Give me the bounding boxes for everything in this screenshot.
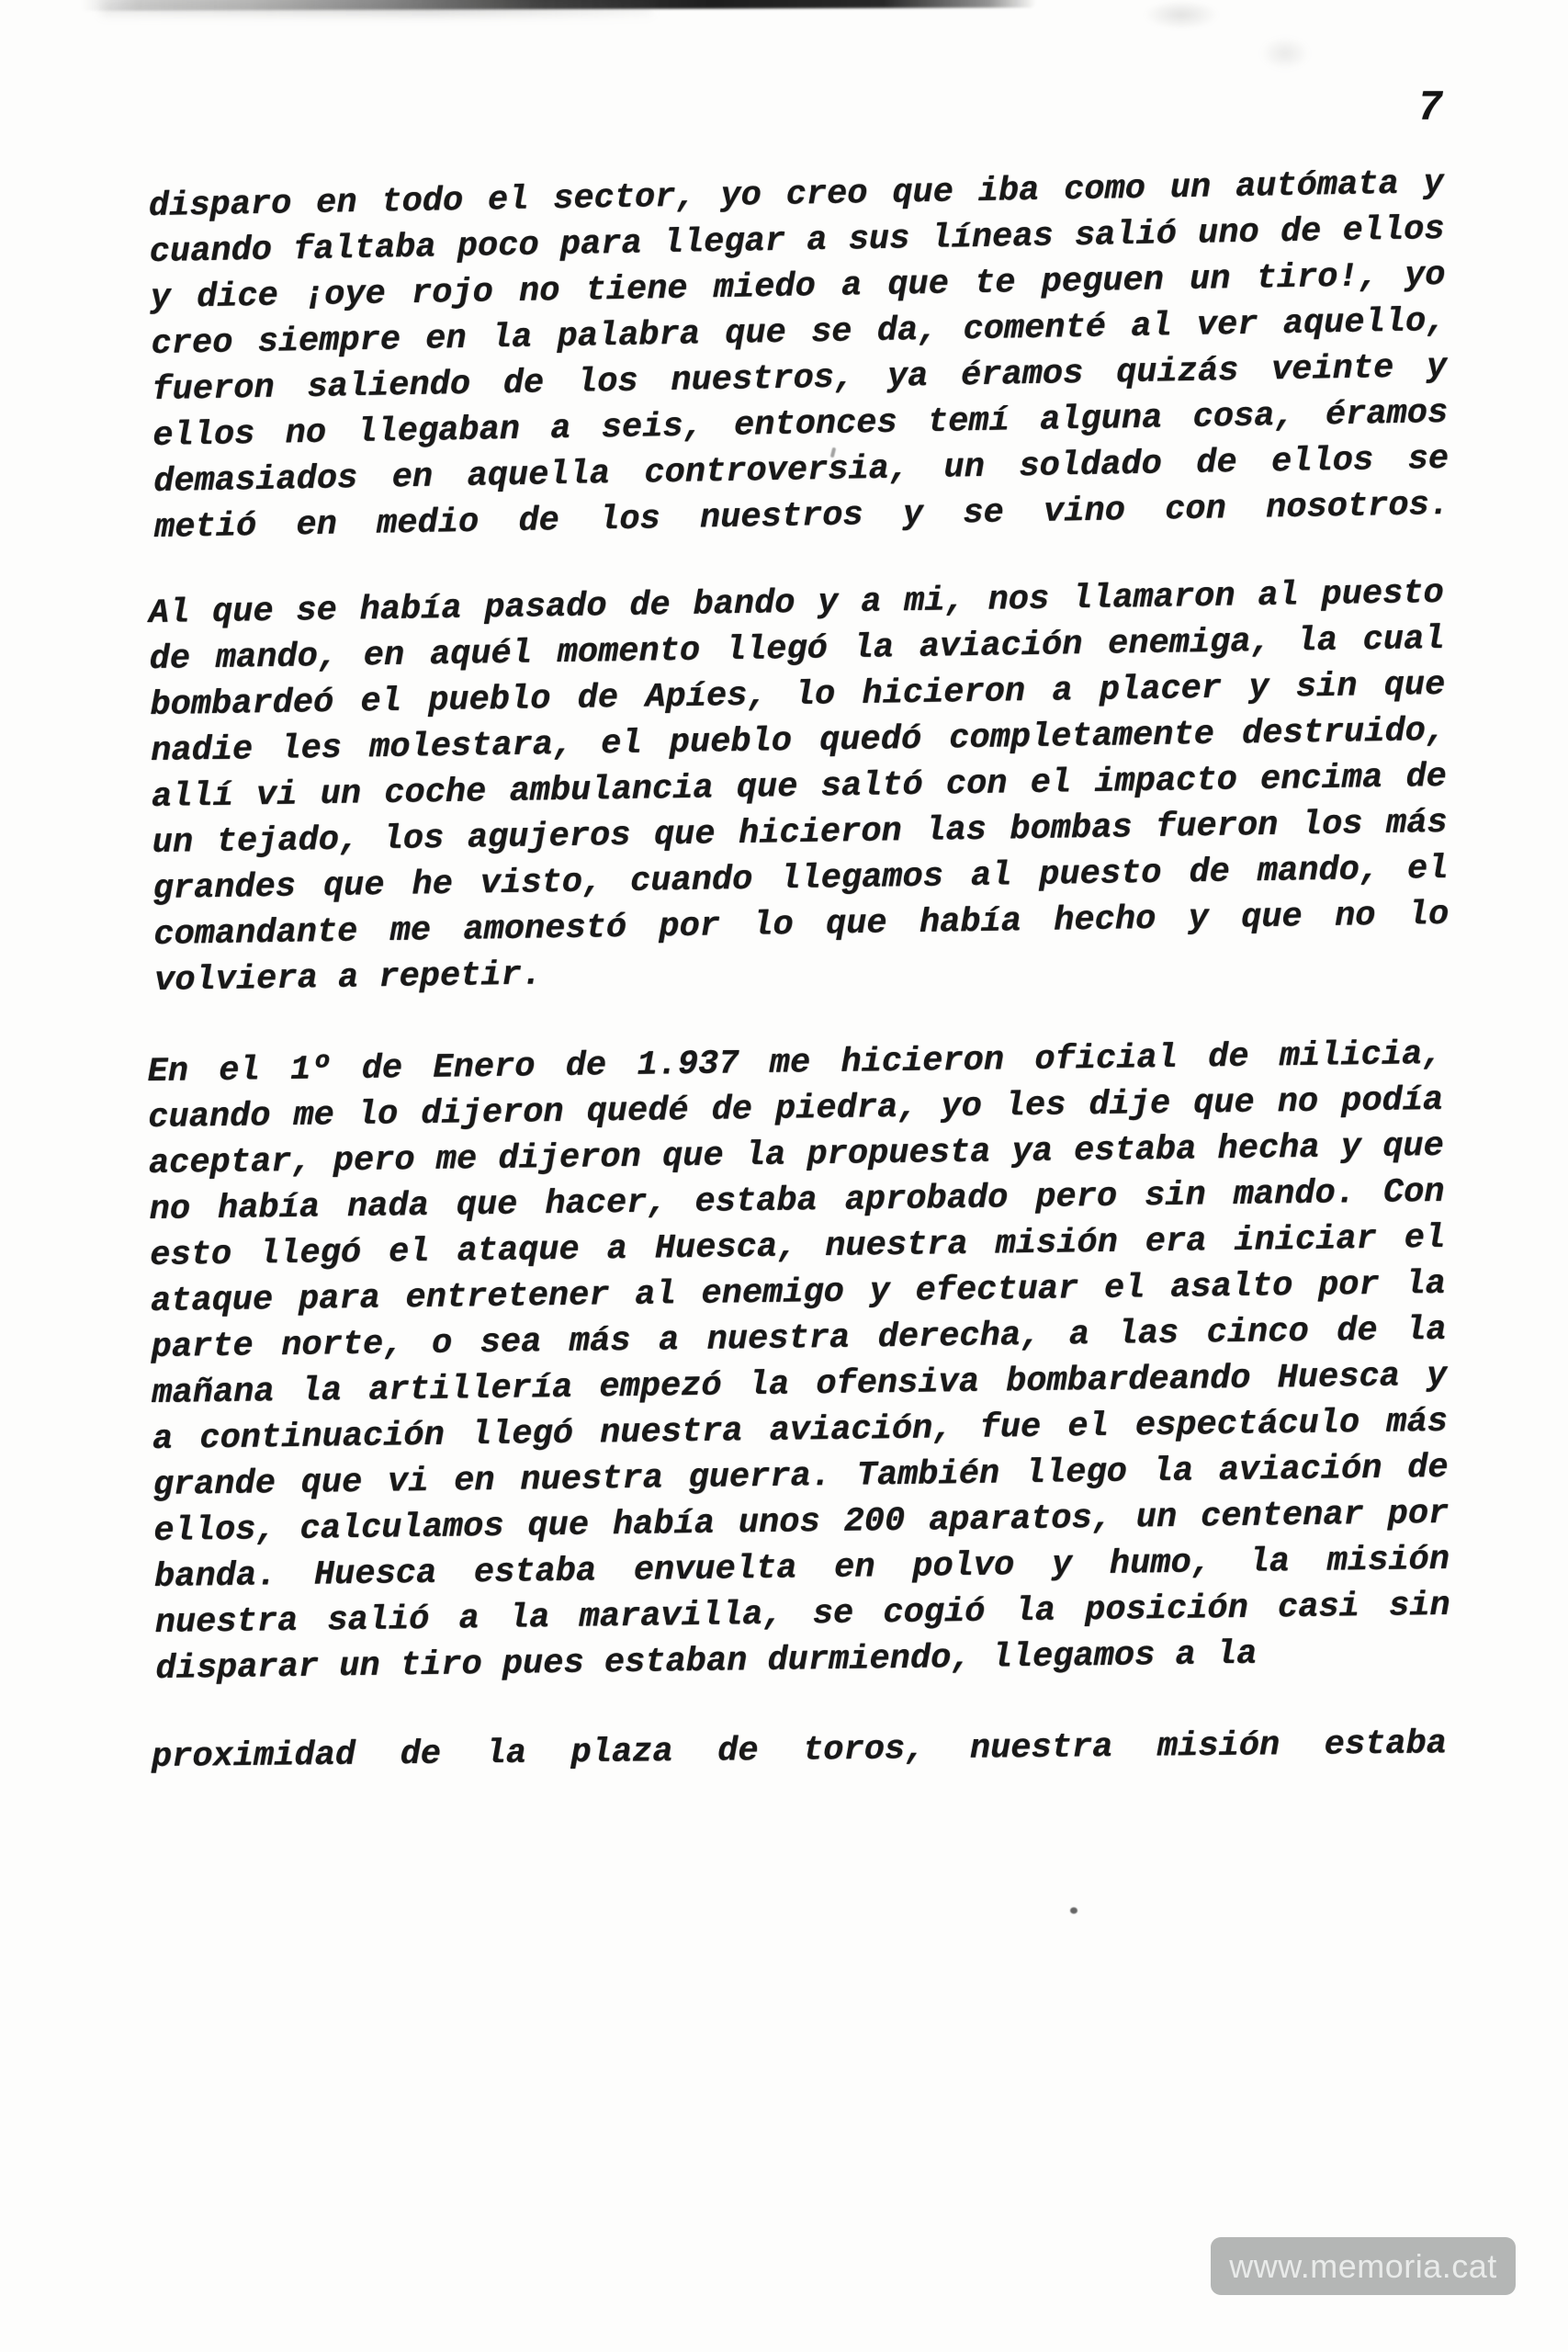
text-line: comandante me amonestó por lo que había hecho y que no lo [153,895,1450,955]
watermark-text: www.memoria.cat [1229,2246,1497,2285]
paragraph-1 [148,161,1450,551]
text-line: ataque para entretener al enemigo y efectuar el asalto por la [150,1264,1447,1322]
text-line: volviera a repetir. [153,956,543,1001]
text-line: ellos, calculamos que había unos 200 aparatos, un centenar por [153,1494,1450,1551]
text-line: disparar un tiro pues estaban durmiendo, llegamos a la [155,1634,1258,1689]
text-line: esto llegó el ataque a Huesca, nuestra misión era iniciar el [150,1218,1446,1276]
text-line: y dice ¡oye rojo no tiene miedo a que te peguen un tiro!, yo [150,255,1446,319]
text-line: de mando, en aquél momento llegó la aviación enemiga, la cual [149,619,1445,680]
text-line: cuando me lo dijeron quedé de piedra, yo les dije que no podía [147,1080,1444,1138]
scan-speckle [1144,0,1219,29]
text-line: allí vi un coche ambulancia que saltó con el impacto encima de [151,757,1448,817]
text-line: mañana la artillería empezó la ofensiva bombardeando Huesca y [152,1356,1448,1413]
text-line: nadie les molestara, el pueblo quedó completamente destruido, [150,711,1447,772]
text-line: nuestra salió a la maravilla, se cogió la posición casi sin [154,1586,1450,1643]
text-line: fueron saliendo de los nuestros, ya éramos quizás veinte y [152,347,1448,410]
text-line: un tejado, los agujeros que hicieron las bombas fueron los más [152,803,1448,863]
paragraph-2 [148,571,1450,1004]
text-line: proximidad de la plaza de toros, nuestra misión estaba [151,1724,1448,1777]
paragraph-4 [152,1721,1447,1781]
text-line: cuando faltaba poco para llegar a sus líneas salió uno de ellos [149,209,1445,273]
text-line: grande que vi en nuestra guerra. También llego la aviación de [152,1448,1449,1505]
text-line: En el 1º de Enero de 1.937 me hicieron oficial de milicia, [147,1035,1443,1092]
text-line: demasiados en aquella controversia, un soldado de ellos se [152,439,1450,502]
text-line: Al que se había pasado de bando y a mi, nos llamaron al puesto [148,573,1445,634]
scanner-smudge-fuzz [101,0,652,16]
paragraph-3 [147,1032,1450,1692]
text-line: aceptar, pero me dijeron que la propuesta ya estaba hecha y que [148,1126,1445,1184]
text-line: grandes que he visto, cuando llegamos al puesto de mando, el [152,849,1449,909]
text-line: metió en medio de los nuestros y se vino con nosotros. [153,485,1450,548]
text-line: bombardeó el pueblo de Apíes, lo hicieron a placer y sin que [150,665,1446,726]
text-line: no había nada que hacer, estaba aprobado pero sin mando. Con [149,1172,1445,1230]
text-line: ellos no llegaban a seis, entonces temí alguna cosa, éramos [152,393,1449,456]
text-line: creo siempre en la palabra que se da, comenté al ver aquello, [151,301,1447,365]
text-line: a continuación llegó nuestra aviación, fue el espectáculo más [152,1402,1449,1459]
text-line: parte norte, o sea más a nuestra derecha, a las cinco de la [151,1310,1447,1368]
ink-dot-speck [1070,1907,1077,1914]
text-line: disparo en todo el sector, yo creo que iba como un autómata y [148,164,1445,227]
scan-speckle [1260,37,1310,70]
page-number: 7 [1417,85,1443,132]
watermark-badge [1211,2237,1516,2295]
text-line: banda. Huesca estaba envuelta en polvo y humo, la misión [153,1540,1450,1597]
